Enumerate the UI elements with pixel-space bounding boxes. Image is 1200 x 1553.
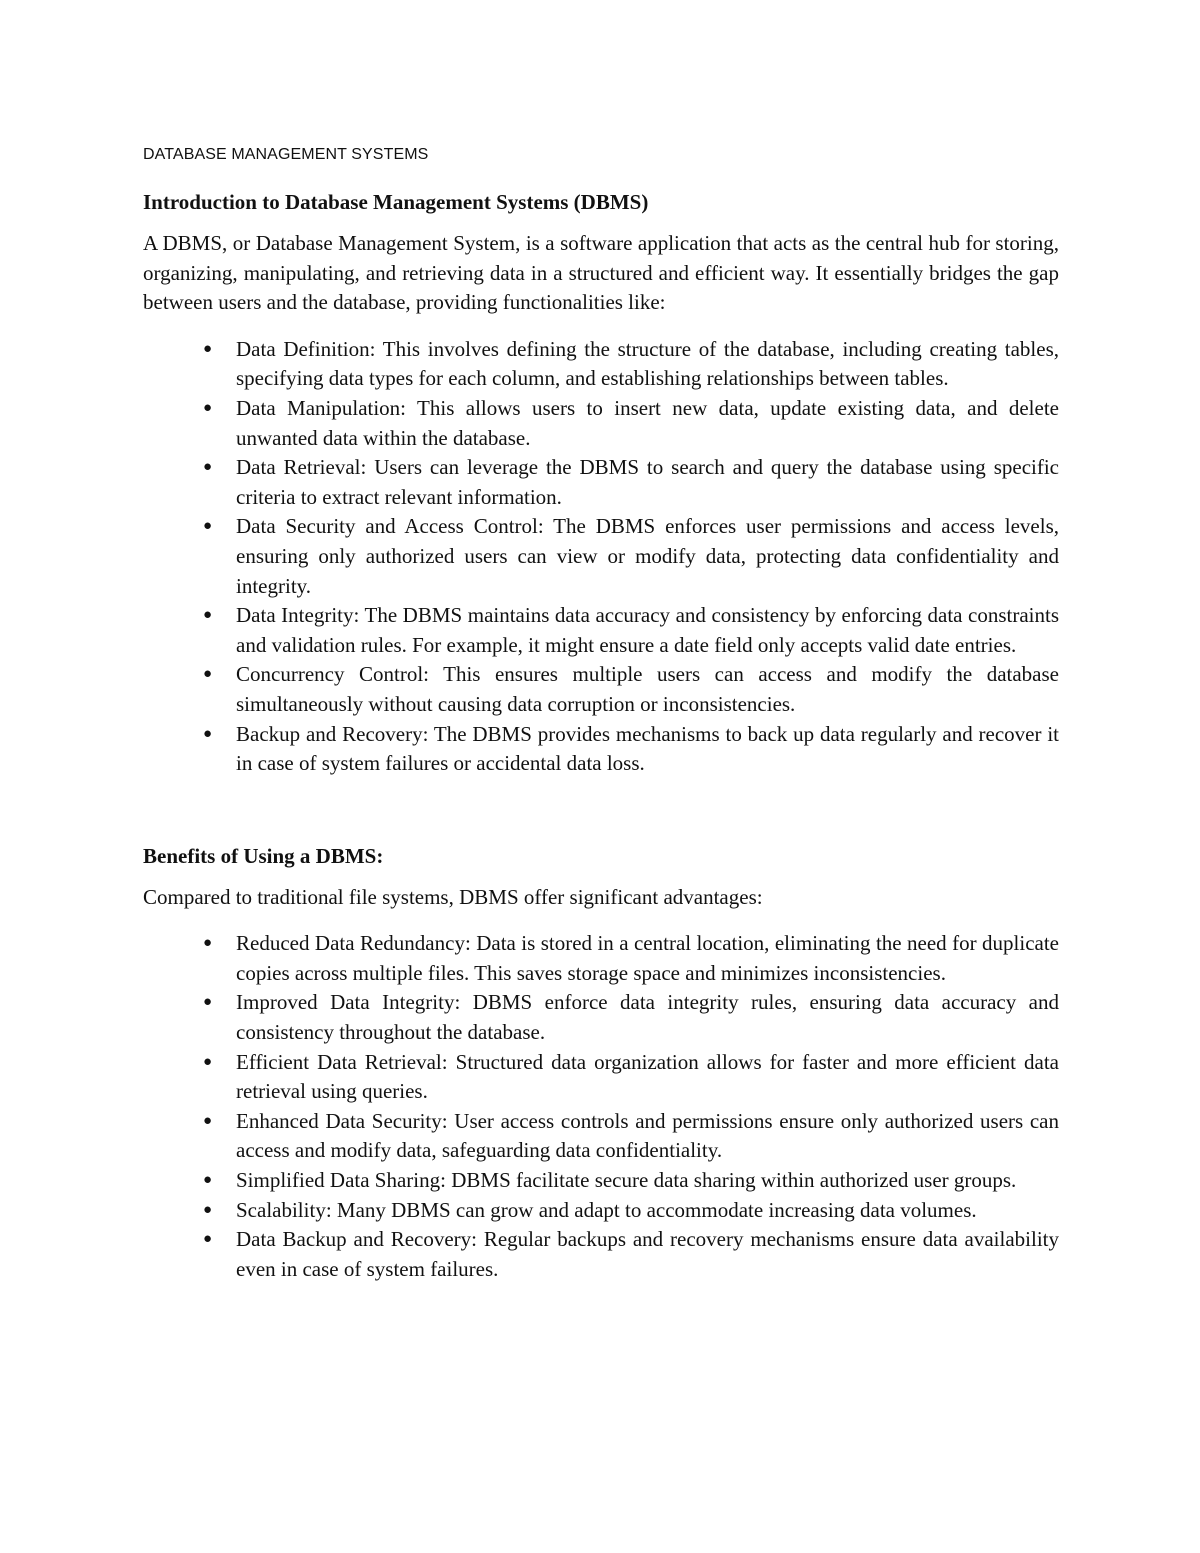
bullet-text: Data Security and Access Control: The DBMS enforces user permissions and access levels, ensuring only authorized users can view or modify data, protecting data confidentiality and integrity. — [236, 514, 1059, 598]
list-item — [203, 1107, 1059, 1166]
list-item — [203, 720, 1059, 779]
benefits-paragraph: Compared to traditional file systems, DBMS offer significant advantages: — [143, 884, 763, 909]
bullet-text: Efficient Data Retrieval: Structured data organization allows for faster and more efficient data retrieval using queries. — [236, 1049, 1059, 1104]
bullet-text: Data Backup and Recovery: Regular backups and recovery mechanisms ensure data availability even in case of system failures. — [236, 1227, 1059, 1281]
list-item — [203, 1196, 1059, 1226]
bullet-text: Scalability: Many DBMS can grow and adapt to accommodate increasing data volumes. — [236, 1197, 977, 1222]
benefits-bullet-list — [143, 929, 1059, 1284]
list-item — [203, 601, 1059, 660]
bullet-text: Data Manipulation: This allows users to insert new data, update existing data, and delete unwanted data within the database. — [236, 395, 1059, 450]
bullet-text: Simplified Data Sharing: DBMS facilitate secure data sharing within authorized user groups. — [236, 1168, 1017, 1193]
bullet-icon: ● — [203, 1201, 213, 1218]
list-item — [203, 1048, 1059, 1107]
bullet-icon: ● — [203, 340, 213, 357]
list-item — [203, 1166, 1059, 1196]
bullet-text: Concurrency Control: This ensures multiple users can access and modify the database simultaneously without causing data corruption or inconsistencies. — [236, 662, 1059, 716]
bullet-icon: ● — [203, 1172, 213, 1189]
bullet-icon: ● — [203, 518, 213, 535]
list-item — [203, 453, 1059, 512]
bullet-icon: ● — [203, 1231, 213, 1248]
document-label: DATABASE MANAGEMENT SYSTEMS — [143, 146, 429, 163]
bullet-text: Backup and Recovery: The DBMS provides mechanisms to back up data regularly and recover it in case of system failures or accidental data loss. — [236, 721, 1059, 776]
bullet-icon: ● — [203, 1112, 213, 1129]
bullet-text: Reduced Data Redundancy: Data is stored in a central location, eliminating the need for duplicate copies across multiple files. This saves storage space and minimizes inconsistencies. — [236, 931, 1059, 985]
list-item — [203, 512, 1059, 601]
benefits-heading: Benefits of Using a DBMS: — [143, 843, 384, 868]
list-item — [203, 394, 1059, 453]
bullet-icon: ● — [203, 607, 213, 624]
bullet-icon: ● — [203, 399, 213, 416]
bullet-text: Data Integrity: The DBMS maintains data accuracy and consistency by enforcing data constraints and validation rules. For example, it might ensure a date field only accepts valid date entries. — [236, 603, 1059, 657]
bullet-icon: ● — [203, 935, 213, 952]
intro-bullet-list — [143, 335, 1059, 779]
list-item — [203, 335, 1059, 394]
bullet-text: Data Retrieval: Users can leverage the DBMS to search and query the database using specific criteria to extract relevant information. — [236, 455, 1059, 509]
bullet-icon: ● — [203, 666, 213, 683]
list-item — [203, 660, 1059, 719]
intro-heading: Introduction to Database Management Systems (DBMS) — [143, 190, 649, 214]
bullet-icon: ● — [203, 459, 213, 476]
list-item — [203, 1225, 1059, 1284]
bullet-icon: ● — [203, 994, 213, 1011]
list-item — [203, 988, 1059, 1047]
bullet-icon: ● — [203, 1053, 213, 1070]
document-page — [143, 142, 1059, 1284]
bullet-text: Data Definition: This involves defining the structure of the database, including creating tables, specifying data types for each column, and establishing relationships between tables. — [236, 336, 1059, 391]
bullet-text: Enhanced Data Security: User access controls and permissions ensure only authorized users can access and modify data, safeguarding data confidentiality. — [236, 1108, 1059, 1163]
bullet-text: Improved Data Integrity: DBMS enforce data integrity rules, ensuring data accuracy and consistency throughout the database. — [236, 990, 1059, 1045]
list-item — [203, 929, 1059, 988]
intro-paragraph: A DBMS, or Database Management System, is a software application that acts as the central hub for storing, organizing, manipulating, and retrieving data in a structured and efficient way. It essentially bridges the gap between users and the database, providing functionalities like: — [143, 231, 1059, 315]
bullet-icon: ● — [203, 725, 213, 742]
